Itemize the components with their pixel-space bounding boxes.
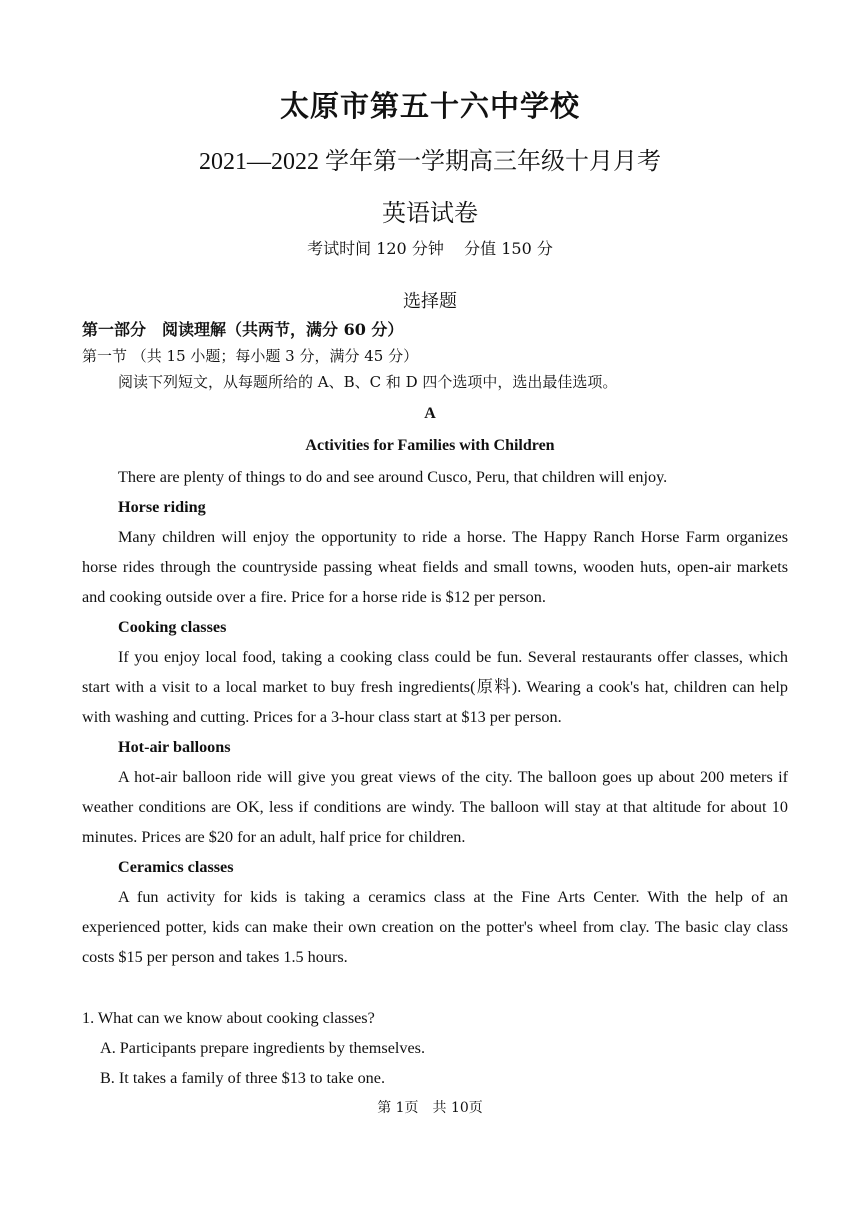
section-heading: Hot-air balloons: [118, 738, 231, 756]
passage-intro: There are plenty of things to do and see around Cusco, Peru, that children will enjoy.: [118, 468, 668, 486]
instructions: 阅读下列短文，从每题所给的 A、B、C 和 D 四个选项中，选出最佳选项。: [118, 373, 618, 391]
passage-label: A: [424, 405, 436, 422]
section-heading: Ceramics classes: [118, 858, 234, 876]
question-stem: 1. What can we know about cooking classes?: [82, 1009, 375, 1027]
exam-title: 2021—2022 学年第一学期高三年级十月月考: [199, 149, 661, 175]
section-paragraph: A hot-air balloon ride will give you great views of the city. The balloon goes up about 200 meters if weather conditions are OK, less if conditions are windy. The balloon will stay at that altitude for about 10 minutes. Prices are $20 for an adult, half price for children.: [82, 768, 788, 846]
school-name: 太原市第五十六中学校: [279, 89, 580, 123]
section-paragraph: If you enjoy local food, taking a cooking class could be fun. Several restaurants offer classes, which start with a visit to a local market to buy fresh ingredients(原料). Wearing a cook's hat, children can help with washing and cutting. Prices for a 3-hour class start at $13 per person.: [82, 648, 788, 726]
question-option: A. Participants prepare ingredients by themselves.: [100, 1039, 426, 1057]
subject-title: 英语试卷: [382, 199, 478, 227]
part-heading: 第一部分 阅读理解（共两节，满分 60 分）: [82, 320, 404, 339]
page-footer: 第 1页 共 10页: [377, 1100, 483, 1116]
question-option: B. It takes a family of three $13 to take one.: [100, 1069, 385, 1087]
section-paragraph: Many children will enjoy the opportunity to ride a horse. The Happy Ranch Horse Farm organizes horse rides through the countryside passing wheat fields and small towns, wooden huts, open-air markets and cooking outside over a fire. Price for a horse ride is $12 per person.: [82, 528, 788, 606]
exam-info: 考试时间 120 分钟 分值 150 分: [307, 239, 553, 258]
section-heading: Horse riding: [118, 498, 206, 516]
section-heading: Cooking classes: [118, 618, 227, 636]
section-title: 选择题: [403, 291, 457, 312]
passage-title: Activities for Families with Children: [305, 437, 555, 454]
subsection-heading: 第一节 （共 15 小题；每小题 3 分，满分 45 分）: [82, 347, 419, 365]
section-paragraph: A fun activity for kids is taking a ceramics class at the Fine Arts Center. With the help of an experienced potter, kids can make their own creation on the potter's wheel from clay. The basic clay class costs $15 per person and takes 1.5 hours.: [82, 888, 788, 966]
